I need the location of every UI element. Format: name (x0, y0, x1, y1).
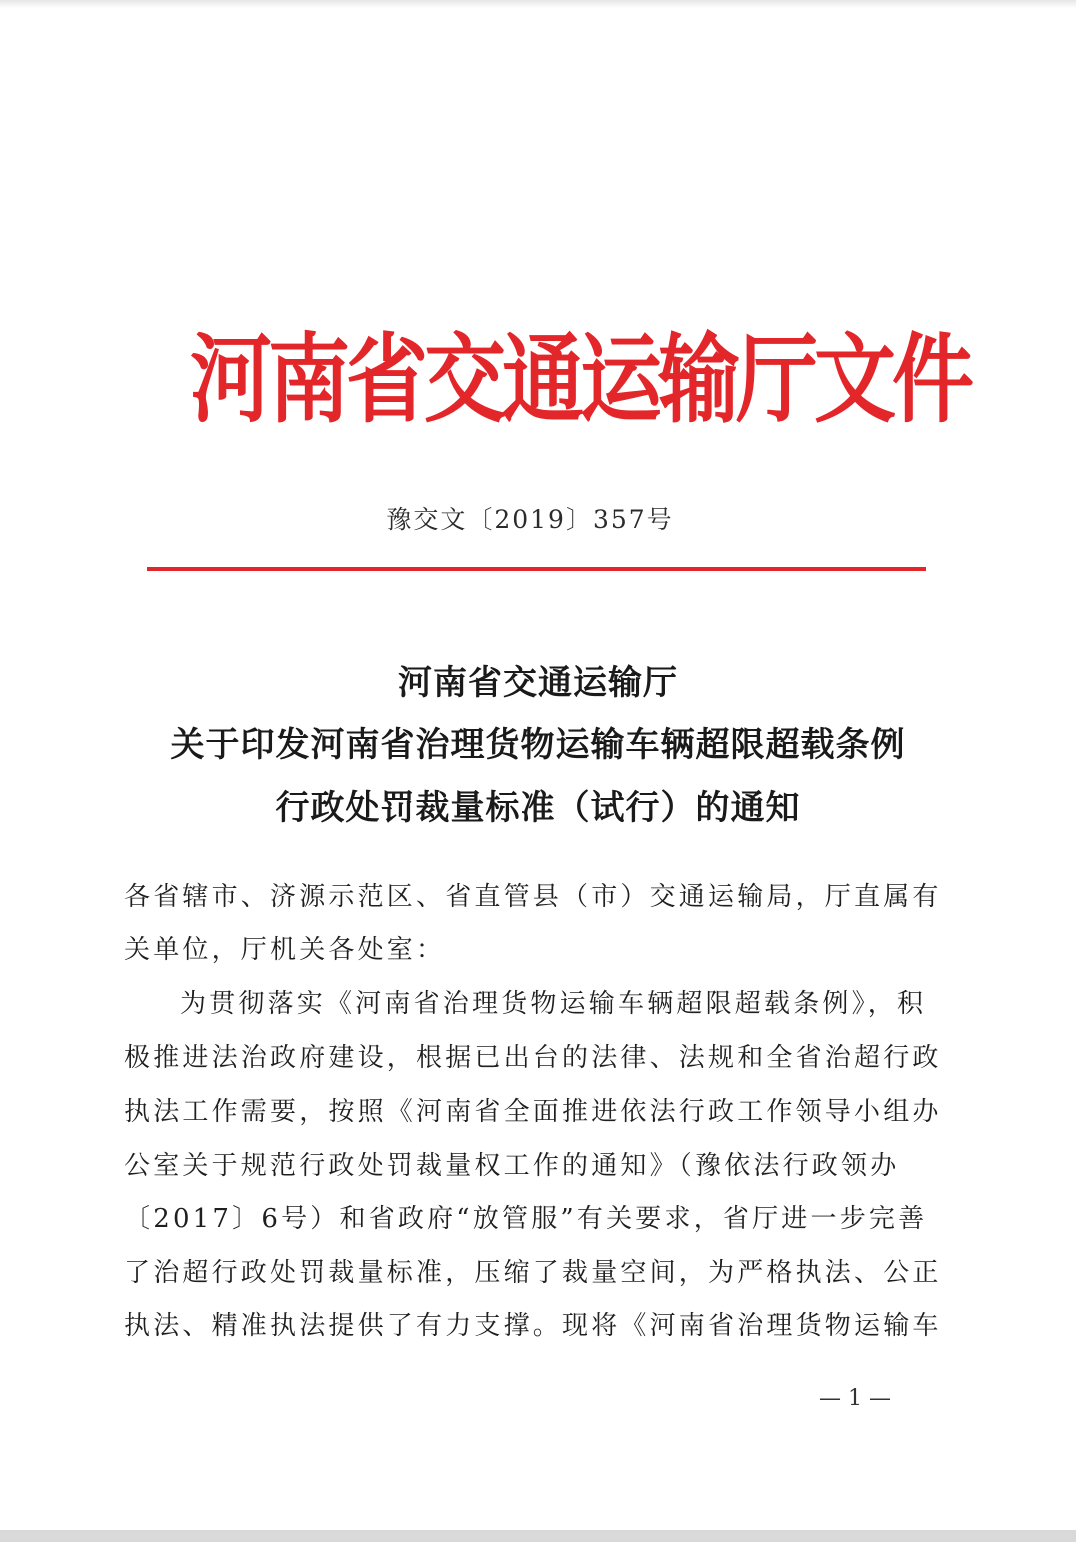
body-line-3: 为贯彻落实《河南省治理货物运输车辆超限超载条例》，积 (180, 989, 927, 1019)
body-line-9: 执法、精准执法提供了有力支撑。现将《河南省治理货物运输车 (124, 1311, 942, 1341)
body-line-5: 执法工作需要，按照《河南省全面推进依法行政工作领导小组办 (124, 1097, 942, 1127)
body-line-8: 了治超行政处罚裁量标准，压缩了裁量空间，为严格执法、公正 (124, 1258, 942, 1288)
scan-bottom-edge (0, 1530, 1076, 1560)
body-line-7: 〔2017〕6号）和省政府“放管服”有关要求，省厅进一步完善 (124, 1204, 928, 1234)
body-line-6: 公室关于规范行政处罚裁量权工作的通知》（豫依法行政领办 (124, 1151, 900, 1181)
page-number: — 1 — (819, 1386, 891, 1411)
body-line-4: 极推进法治政府建设，根据已出台的法律、法规和全省治超行政 (124, 1043, 942, 1073)
document-number: 豫交文〔2019〕357号 (386, 505, 674, 534)
scan-top-edge (0, 0, 1076, 8)
title-line-3: 行政处罚裁量标准（试行）的通知 (275, 788, 801, 828)
body-line-2: 关单位，厅机关各处室： (124, 935, 446, 965)
title-line-1: 河南省交通运输厅 (398, 663, 678, 703)
red-separator-line (147, 567, 926, 571)
title-line-2: 关于印发河南省治理货物运输车辆超限超载条例 (170, 725, 906, 765)
body-line-1: 各省辖市、济源示范区、省直管县（市）交通运输局，厅直属有 (124, 882, 942, 912)
issuer-header: 河南省交通运输厅文件 (190, 324, 971, 437)
